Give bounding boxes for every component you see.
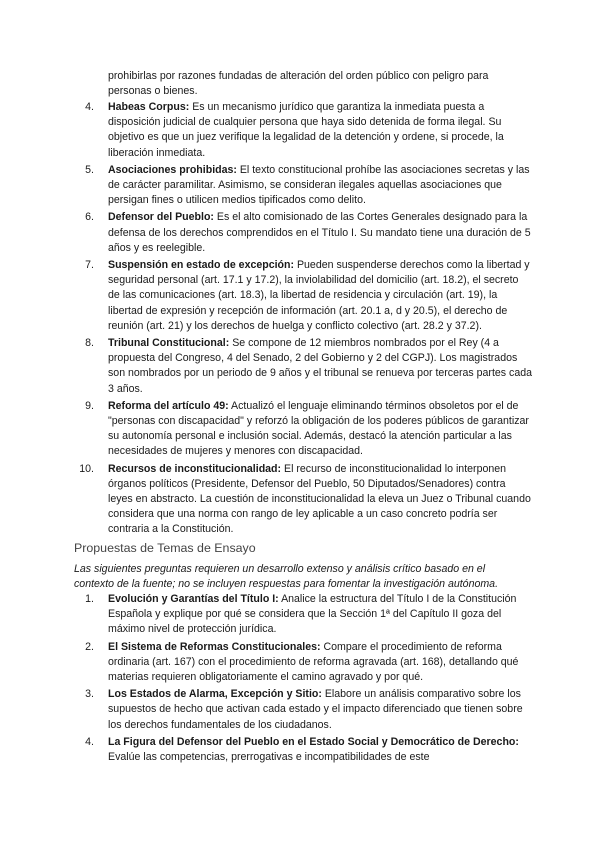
note-item xyxy=(85,399,532,460)
section-intro: Las siguientes preguntas requieren un desarrollo extenso y análisis crítico basado en el contexto de la fuente; no se incluyen respuestas para fomentar la investigación autónoma. xyxy=(74,563,499,591)
item-text: Es un mecanismo jurídico que garantiza la inmediata puesta a disposición judicial de cualquier persona que haya sido detenida de forma ilegal. Su objetivo es que un juez verifique la legalidad de la detención y ordene, si procede, la liberación inmediata. xyxy=(108,101,504,159)
item-term: Habeas Corpus: xyxy=(108,101,190,113)
glossary-notes-list xyxy=(79,100,533,540)
essay-topics-list xyxy=(85,592,532,767)
item-number: 2. xyxy=(85,640,94,653)
section-heading: Propuestas de Temas de Ensayo xyxy=(74,541,256,555)
essay-topic-item xyxy=(85,640,532,686)
item-term: Tribunal Constitucional: xyxy=(108,337,230,350)
item-term: Asociaciones prohibidas: xyxy=(108,163,237,176)
item-number: 5. xyxy=(85,163,94,176)
note-item xyxy=(85,100,532,161)
item-number: 9. xyxy=(85,399,94,412)
essay-topic-item xyxy=(85,592,532,638)
item-term: Suspensión en estado de excepción: xyxy=(108,259,295,272)
item-text: Actualizó el lenguaje eliminando términos obsoletos por el de "personas con discapacidad" y reforzó la obligación de los poderes públicos de garantizar su autonomía personal e inclusión social. Además, destacó la atención particular a las necesidades de mujeres y menores con discapacidad. xyxy=(108,399,529,458)
item-number: 8. xyxy=(85,337,94,350)
item-text: Evalúe las competencias, prerrogativas e incompatibilidades de este xyxy=(108,751,430,764)
continuation-paragraph: prohibirlas por razones fundadas de alteración del orden público con peligro para personas o bienes. xyxy=(108,70,489,98)
item-term: Los Estados de Alarma, Excepción y Sitio: xyxy=(108,688,322,701)
item-number: 4. xyxy=(85,735,94,748)
item-text: El texto constitucional prohíbe las asociaciones secretas y las de carácter paramilitar. Asimismo, se consideran ilegales aquellas asociaciones que persigan fines o utilicen medios tipificados como delito. xyxy=(108,163,530,207)
item-term: Recursos de inconstitucionalidad: xyxy=(108,462,282,475)
essay-topic-item xyxy=(85,735,532,765)
item-number: 1. xyxy=(85,593,94,605)
item-term: Defensor del Pueblo: xyxy=(108,211,214,224)
essay-topic-item xyxy=(85,687,532,733)
note-item xyxy=(79,462,532,538)
item-number: 7. xyxy=(85,259,94,272)
item-text: Analice la estructura del Título I de la Constitución Española y explique por qué se considera que la Sección 1ª del Capítulo II goza del máximo nivel de protección jurídica. xyxy=(108,593,517,636)
item-term: La Figura del Defensor del Pueblo en el Estado Social y Democrático de Derecho: xyxy=(108,735,519,748)
item-text: Es el alto comisionado de las Cortes Generales designado para la defensa de los derechos comprendidos en el Título I. Su mandato tiene una duración de 5 años y es reelegible. xyxy=(108,211,531,254)
note-item xyxy=(85,336,533,397)
item-text: Compare el procedimiento de reforma ordinaria (art. 167) con el procedimiento de reforma agravada (art. 168), detallando qué materias requieren obligatoriamente el camino agravado y por qué. xyxy=(108,640,519,684)
item-number: 6. xyxy=(85,211,94,224)
item-text: Elabore un análisis comparativo sobre los supuestos de hecho que activan cada estado y el impacto diferenciado que tienen sobre los derechos fundamentales de los ciudadanos. xyxy=(108,688,523,731)
note-item xyxy=(85,258,532,334)
item-text: Pueden suspenderse derechos como la libertad y seguridad personal (art. 17.1 y 17.2), la inviolabilidad del domicilio (art. 18.2), el secreto de las comunicaciones (art. 18.3), la libertad de residencia y circulación (art. 19), la libertad de expresión y recepción de información (art. 20.1 a, d y 20.5), el derecho de reunión (art. 21) y los derechos de huelga y conflicto colectivo (art. 28.2 y 37.2). xyxy=(108,259,530,332)
item-term: Reforma del artículo 49: xyxy=(108,399,229,412)
note-item xyxy=(85,163,532,209)
item-text: El recurso de inconstitucionalidad lo interponen órganos políticos (Presidente, Defensor del Pueblo, 50 Diputados/Senadores) contra leyes en abstracto. La cuestión de inconstitucionalidad la eleva un Juez o Tribunal cuando considera que una norma con rango de ley aplicable a un caso concreto podría ser contraria a la Constitución. xyxy=(108,462,531,536)
item-number: 3. xyxy=(85,688,94,701)
item-text: Se compone de 12 miembros nombrados por el Rey (4 a propuesta del Congreso, 4 del Senado, 2 del Gobierno y 2 del CGPJ). Los magistrados son nombrados por un periodo de 9 años y el tribunal se renueva por terceras partes cada 3 años. xyxy=(108,337,533,395)
item-term: Evolución y Garantías del Título I: xyxy=(108,593,279,605)
item-number: 10. xyxy=(79,462,94,475)
note-item xyxy=(85,210,532,256)
item-number: 4. xyxy=(85,101,94,113)
item-term: El Sistema de Reformas Constitucionales: xyxy=(108,640,321,653)
